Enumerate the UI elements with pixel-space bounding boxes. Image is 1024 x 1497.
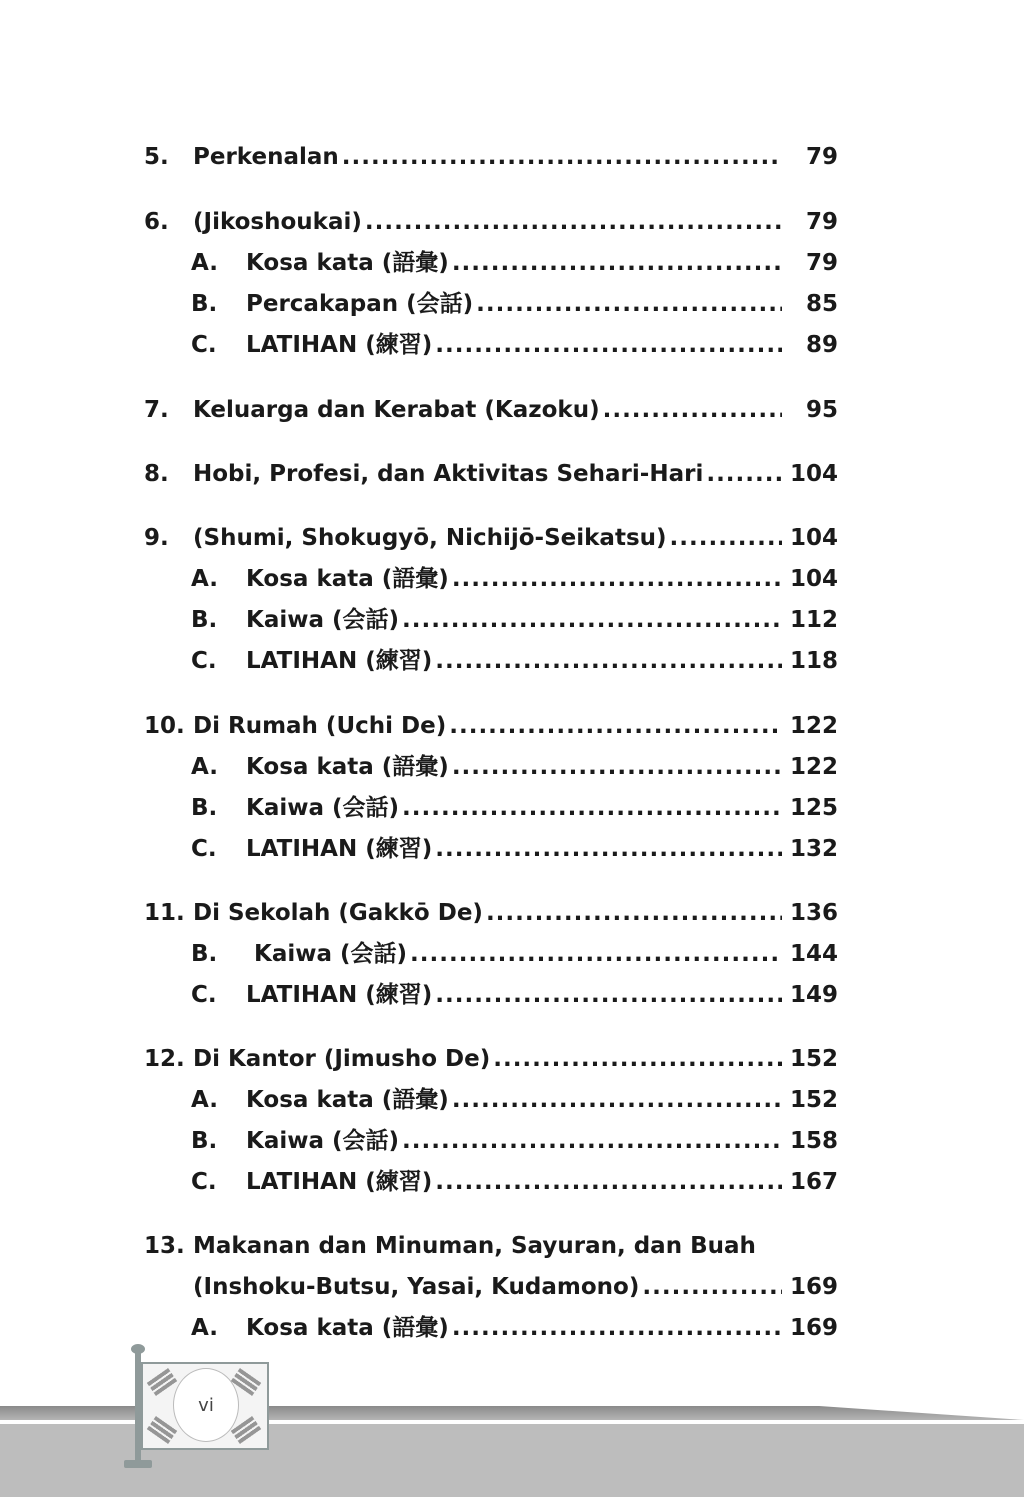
entry-page: 112 [789,607,838,633]
entry-title: Di Sekolah (Gakkō De) [193,900,483,926]
entry-number: 12. [144,1046,185,1072]
toc-subentry[interactable] [0,1080,1024,1120]
subentry-title: LATIHAN (練習) [246,332,433,358]
subentry-letter: C. [191,836,217,862]
toc-entry[interactable] [0,137,1024,177]
subentry-letter: A. [191,754,218,780]
dot-leader [452,747,782,787]
toc-subentry[interactable] [0,829,1024,869]
dot-leader [476,284,782,324]
entry-title: (Jikoshoukai) [193,209,362,235]
dot-leader [452,559,782,599]
dot-leader [706,454,782,494]
subentry-letter: A. [191,566,218,592]
subentry-title: Kosa kata (語彙) [246,566,449,592]
dot-leader [486,893,782,933]
toc-subentry[interactable] [0,243,1024,283]
subentry-letter: C. [191,1169,217,1195]
subentry-letter: B. [191,941,218,967]
toc-subentry[interactable] [0,934,1024,974]
subentry-letter: C. [191,982,217,1008]
entry-title: Perkenalan [193,144,339,170]
entry-page: 144 [789,941,838,967]
entry-page: 79 [805,250,838,276]
toc-entry[interactable] [0,1226,1024,1266]
subentry-letter: A. [191,250,218,276]
entry-page: 104 [789,461,838,487]
dot-leader [435,829,782,869]
entry-number: 10. [144,713,185,739]
dot-leader [365,202,782,242]
subentry-letter: B. [191,1128,218,1154]
subentry-title: Kosa kata (語彙) [246,1315,449,1341]
dot-leader [435,1162,782,1202]
subentry-letter: C. [191,332,217,358]
subentry-title: Kaiwa (会話) [246,607,400,633]
entry-number: 9. [144,525,169,551]
dot-leader [452,1308,782,1348]
entry-title: (Shumi, Shokugyō, Nichijō-Seikatsu) [193,525,667,551]
entry-title: Di Kantor (Jimusho De) [193,1046,491,1072]
entry-page: 118 [789,648,838,674]
entry-number: 6. [144,209,169,235]
entry-page: 79 [805,144,838,170]
toc-entry[interactable] [0,202,1024,242]
entry-page: 125 [789,795,838,821]
dot-leader [402,600,782,640]
toc-entry[interactable] [0,518,1024,558]
toc-entry[interactable] [0,893,1024,933]
entry-page: 85 [805,291,838,317]
entry-title: Makanan dan Minuman, Sayuran, dan Buah [193,1233,756,1259]
entry-page: 95 [805,397,838,423]
toc-subentry[interactable] [0,1162,1024,1202]
subentry-title: LATIHAN (練習) [246,982,433,1008]
dot-leader [435,325,782,365]
subentry-letter: B. [191,795,218,821]
toc-subentry[interactable] [0,600,1024,640]
entry-page: 152 [789,1046,838,1072]
entry-number: 5. [144,144,169,170]
toc-subentry[interactable] [0,1121,1024,1161]
toc-subentry[interactable] [0,284,1024,324]
entry-number: 7. [144,397,169,423]
toc-subentry[interactable] [0,788,1024,828]
toc-entry-continuation[interactable] [0,1267,1024,1307]
entry-page: 104 [789,525,838,551]
toc-entry[interactable] [0,390,1024,430]
dot-leader [435,641,782,681]
entry-page: 132 [789,836,838,862]
entry-page: 122 [789,754,838,780]
toc-subentry[interactable] [0,325,1024,365]
entry-number: 13. [144,1233,185,1259]
dot-leader [410,934,782,974]
flag-pole-base [124,1460,152,1468]
entry-title: Keluarga dan Kerabat (Kazoku) [193,397,600,423]
toc-subentry[interactable] [0,747,1024,787]
dot-leader [402,788,782,828]
trigram-icon [147,1368,177,1396]
dot-leader [342,137,782,177]
subentry-title: Kosa kata (語彙) [246,250,449,276]
toc-entry[interactable] [0,1039,1024,1079]
entry-page: 79 [805,209,838,235]
dot-leader [435,975,782,1015]
subentry-title: LATIHAN (練習) [246,648,433,674]
dot-leader [603,390,782,430]
toc-subentry[interactable] [0,559,1024,599]
dot-leader [402,1121,782,1161]
entry-title: (Inshoku-Butsu, Yasai, Kudamono) [193,1274,640,1300]
entry-page: 89 [805,332,838,358]
toc-subentry[interactable] [0,641,1024,681]
dot-leader [452,1080,782,1120]
subentry-title: LATIHAN (練習) [246,836,433,862]
entry-page: 122 [789,713,838,739]
subentry-title: Kaiwa (会話) [246,941,408,967]
entry-page: 136 [789,900,838,926]
dot-leader [449,706,782,746]
entry-page: 149 [789,982,838,1008]
subentry-title: Kaiwa (会話) [246,795,400,821]
subentry-title: Kosa kata (語彙) [246,1087,449,1113]
dot-leader [452,243,782,283]
toc-entry[interactable] [0,706,1024,746]
toc-subentry[interactable] [0,1308,1024,1348]
entry-number: 8. [144,461,169,487]
subentry-letter: A. [191,1087,218,1113]
subentry-title: Kaiwa (会話) [246,1128,400,1154]
subentry-letter: B. [191,291,218,317]
entry-page: 152 [789,1087,838,1113]
page-number: vi [173,1368,239,1442]
subentry-title: Kosa kata (語彙) [246,754,449,780]
entry-page: 158 [789,1128,838,1154]
toc-subentry[interactable] [0,975,1024,1015]
entry-page: 167 [789,1169,838,1195]
entry-title: Hobi, Profesi, dan Aktivitas Sehari-Hari [193,461,704,487]
entry-page: 169 [789,1274,838,1300]
dot-leader [642,1267,782,1307]
korean-flag-icon [141,1362,269,1450]
entry-number: 11. [144,900,185,926]
entry-title: Di Rumah (Uchi De) [193,713,447,739]
dot-leader [493,1039,782,1079]
trigram-icon [147,1416,177,1444]
entry-page: 104 [789,566,838,592]
subentry-title: Percakapan (会話) [246,291,474,317]
subentry-letter: A. [191,1315,218,1341]
subentry-title: LATIHAN (練習) [246,1169,433,1195]
entry-page: 169 [789,1315,838,1341]
subentry-letter: C. [191,648,217,674]
toc-entry[interactable] [0,454,1024,494]
dot-leader [670,518,782,558]
subentry-letter: B. [191,607,218,633]
